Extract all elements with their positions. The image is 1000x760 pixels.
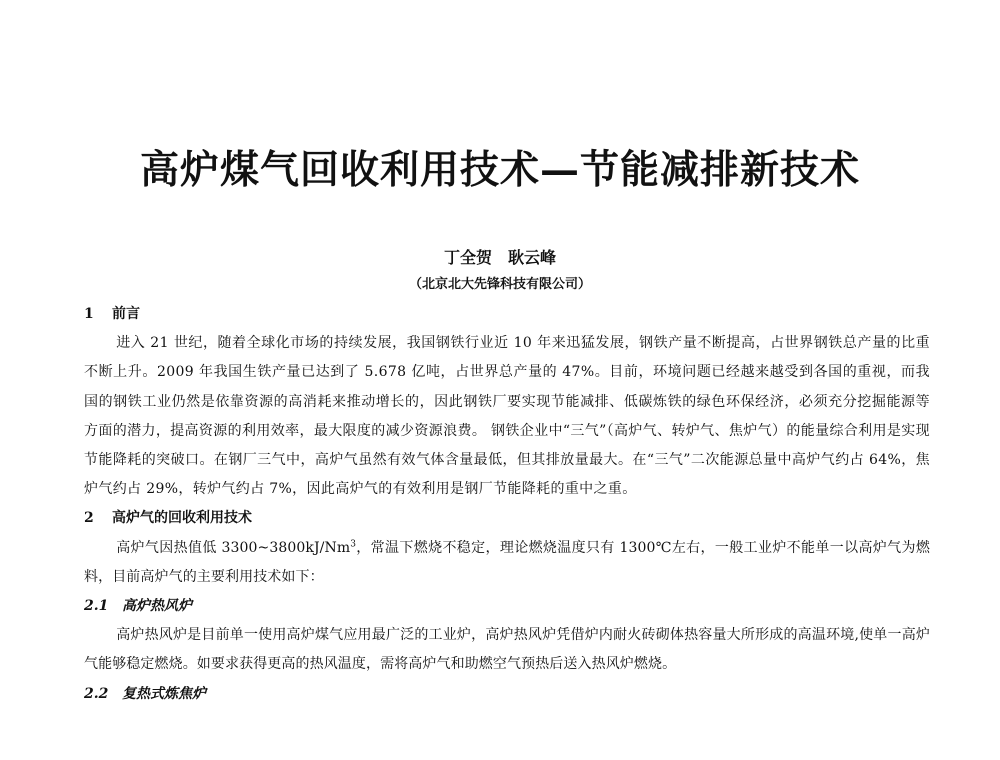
section-number: 2 bbox=[84, 510, 94, 527]
section-title: 高炉气的回收利用技术 bbox=[112, 510, 252, 527]
section-title: 前言 bbox=[112, 306, 140, 322]
superscript: 3 bbox=[350, 538, 357, 549]
paper-title: 高炉煤气回收利用技术—节能减排新技术 bbox=[139, 147, 860, 193]
affiliation: （北京北大先锋科技有限公司） bbox=[408, 277, 591, 292]
section-heading-2-1 bbox=[84, 592, 930, 621]
section-heading-2-2 bbox=[84, 680, 930, 709]
section-heading-2 bbox=[84, 504, 930, 533]
authors: 丁全贺 耿云峰 bbox=[443, 248, 556, 267]
section-number: 2.1 bbox=[84, 598, 109, 615]
section-number: 2.2 bbox=[84, 685, 109, 702]
section-title: 复热式炼焦炉 bbox=[122, 685, 206, 702]
section-heading-1 bbox=[84, 300, 930, 329]
section-number: 1 bbox=[84, 306, 94, 322]
paragraph-text: 高炉气因热值低 3300~3800kJ/Nm bbox=[116, 539, 351, 556]
paragraph-recovery bbox=[84, 534, 930, 592]
paragraph-hot-blast-stove: 高炉热风炉是目前单一使用高炉煤气应用最广泛的工业炉，高炉热风炉凭借炉内耐火砖砌体热容量大所形成的高温环境,使单一高炉气能够稳定燃烧。如要求获得更高的热风温度，需将高炉气和助燃空气预热后送入热风炉燃烧。 bbox=[84, 627, 930, 673]
paragraph-text: ，常温下燃烧不稳定，理论燃烧温度只有 1300℃左右，一般工业炉不能单一以高炉气为燃料，目前高炉气的主要利用技术如下： bbox=[84, 539, 930, 585]
section-title: 高炉热风炉 bbox=[122, 598, 192, 615]
paragraph-intro: 进入 21 世纪，随着全球化市场的持续发展，我国钢铁行业近 10 年来迅猛发展，钢铁产量不断提高，占世界钢铁总产量的比重不断上升。2009 年我国生铁产量已达到了 5.678 亿吨，占世界总产量的 47%。目前，环境问题已经越来越受到各国的重视，而我国的钢铁工业仍然是依靠资源的高消耗来推动增长的，因此钢铁厂要实现节能减排、低碳炼铁的绿色环保经济，必须充分挖掘能源等方面的潜力，提高资源的利用效率，最大限度的减少资源浪费。 钢铁企业中“三气”（高炉气、转炉气、焦炉气）的能量综合利用是实现节能降耗的突破口。在钢厂三气中，高炉气虽然有效气体含量最低，但其排放量最大。在“三气”二次能源总量中高炉气约占 64%，焦炉气约占 29%，转炉气约占 7%，因此高炉气的有效利用是钢厂节能降耗的重中之重。 bbox=[84, 335, 930, 498]
paper-body bbox=[84, 300, 930, 709]
